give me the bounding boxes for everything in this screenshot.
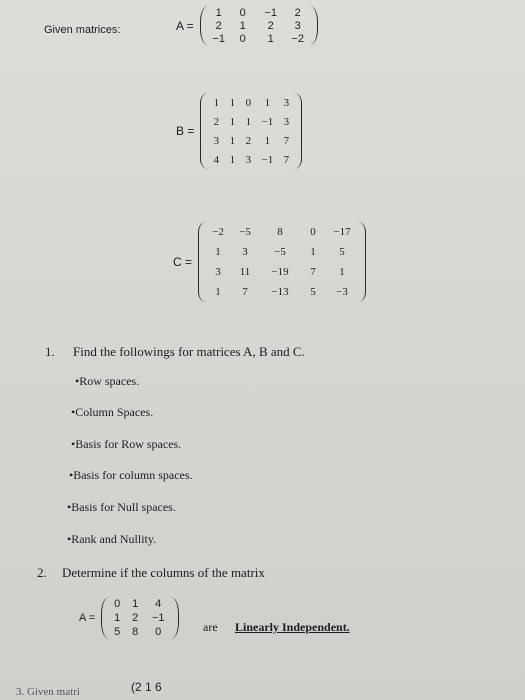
- matrix-entry: 3: [294, 19, 301, 32]
- matrix-entry: 1: [267, 32, 274, 45]
- matrix-entry: 11: [239, 266, 251, 278]
- matrix-entry: 3: [215, 266, 221, 278]
- matrix-entry: 3: [213, 134, 220, 147]
- left-bracket: [200, 93, 208, 169]
- matrix-a: [176, 6, 318, 45]
- matrix-entry: 0: [310, 226, 316, 238]
- matrix-entry: 1: [229, 134, 236, 147]
- matrix-entry: 1: [264, 96, 271, 109]
- question-1-text: Find the followings for matrices A, B and C.: [73, 344, 305, 359]
- matrix-entry: 1: [229, 115, 236, 128]
- matrix-entry: 5: [114, 626, 121, 638]
- matrix-q2-label: A =: [79, 612, 96, 624]
- matrix-entry: 2: [132, 612, 139, 624]
- matrix-entry: −5: [274, 246, 286, 258]
- matrix-entry: −17: [333, 226, 351, 238]
- matrix-b: [176, 93, 302, 169]
- question-3-partial: 3. Given matri: [16, 686, 80, 698]
- bullet-row-spaces: •Row spaces.: [75, 374, 140, 388]
- matrix-entry: 3: [245, 153, 252, 166]
- matrix-entry: 8: [132, 626, 139, 638]
- matrix-entry: 1: [114, 612, 121, 624]
- matrix-c: [173, 222, 366, 302]
- matrix-c-label: C =: [173, 255, 193, 269]
- matrix-entry: 2: [215, 19, 222, 32]
- question-2-number: 2.: [37, 565, 47, 580]
- left-paren: [101, 597, 109, 639]
- matrix-entry: 3: [283, 96, 290, 109]
- matrix-entry: 1: [310, 246, 316, 258]
- matrix-entry: −1: [212, 32, 225, 45]
- matrix-entry: 7: [310, 266, 316, 278]
- matrix-entry: −13: [271, 286, 289, 298]
- matrix-a-entries: [208, 6, 310, 45]
- matrix-entry: −5: [239, 226, 251, 238]
- matrix-entry: 2: [267, 19, 274, 32]
- matrix-entry: 1: [215, 6, 222, 19]
- matrix-entry: 1: [245, 115, 252, 128]
- matrix-entry: −1: [261, 153, 274, 166]
- matrix-entry: 4: [155, 598, 162, 610]
- bullet-basis-null-spaces: •Basis for Null spaces.: [67, 500, 176, 514]
- matrix-entry: 3: [283, 115, 290, 128]
- left-bracket: [198, 222, 206, 302]
- matrix-b-entries: [208, 93, 294, 169]
- matrix-entry: 1: [215, 246, 221, 258]
- matrix-entry: 0: [239, 32, 246, 45]
- matrix-a-label: A =: [176, 18, 194, 33]
- matrix-q2-entries: [109, 597, 171, 639]
- matrix-entry: 1: [213, 96, 220, 109]
- matrix-entry: 1: [132, 598, 139, 610]
- matrix-entry: 1: [339, 266, 345, 278]
- matrix-entry: 2: [213, 115, 220, 128]
- matrix-entry: 7: [283, 134, 290, 147]
- matrix-entry: 8: [277, 226, 283, 238]
- matrix-entry: −1: [264, 6, 277, 19]
- matrix-entry: 1: [215, 286, 221, 298]
- matrix-entry: −19: [271, 266, 289, 278]
- matrix-entry: 0: [239, 6, 246, 19]
- matrix-entry: −1: [261, 115, 274, 128]
- matrix-entry: 1: [229, 153, 236, 166]
- question-3-matrix-fragment: (2 1 6: [131, 680, 162, 694]
- matrix-entry: 0: [114, 598, 121, 610]
- bullet-rank-nullity: •Rank and Nullity.: [67, 532, 157, 546]
- matrix-entry: 0: [245, 96, 252, 109]
- matrix-c-entries: [206, 222, 358, 302]
- matrix-entry: −2: [291, 32, 304, 45]
- answer-linearly-independent: Linearly Independent.: [235, 620, 350, 634]
- bullet-basis-column-spaces: •Basis for column spaces.: [69, 468, 193, 482]
- right-paren: [171, 597, 179, 639]
- bullet-column-spaces: •Column Spaces.: [71, 405, 154, 419]
- right-bracket: [358, 222, 366, 302]
- matrix-entry: 5: [310, 286, 316, 298]
- matrix-entry: 1: [229, 96, 236, 109]
- matrix-entry: 2: [245, 134, 252, 147]
- matrix-entry: 2: [294, 6, 301, 19]
- matrix-entry: 5: [339, 246, 345, 258]
- question-2-text: Determine if the columns of the matrix: [62, 565, 265, 580]
- matrix-b-label: B =: [176, 124, 195, 138]
- right-bracket: [294, 93, 302, 169]
- matrix-entry: 4: [213, 153, 220, 166]
- bullet-basis-row-spaces: •Basis for Row spaces.: [71, 437, 182, 451]
- matrix-entry: 3: [242, 246, 248, 258]
- matrix-entry: 7: [242, 286, 248, 298]
- matrix-entry: −2: [212, 226, 224, 238]
- matrix-entry: 1: [264, 134, 271, 147]
- matrix-entry: −1: [151, 612, 165, 624]
- matrix-q2: [79, 597, 179, 639]
- left-paren: [200, 6, 208, 45]
- are-text: are: [203, 620, 218, 634]
- matrix-entry: 7: [283, 153, 290, 166]
- matrix-entry: 1: [239, 19, 246, 32]
- matrix-entry: 0: [155, 626, 162, 638]
- header-title: Given matrices:: [44, 24, 121, 36]
- matrix-entry: −3: [336, 286, 348, 298]
- right-paren: [310, 6, 318, 45]
- question-1-number: 1.: [45, 344, 55, 359]
